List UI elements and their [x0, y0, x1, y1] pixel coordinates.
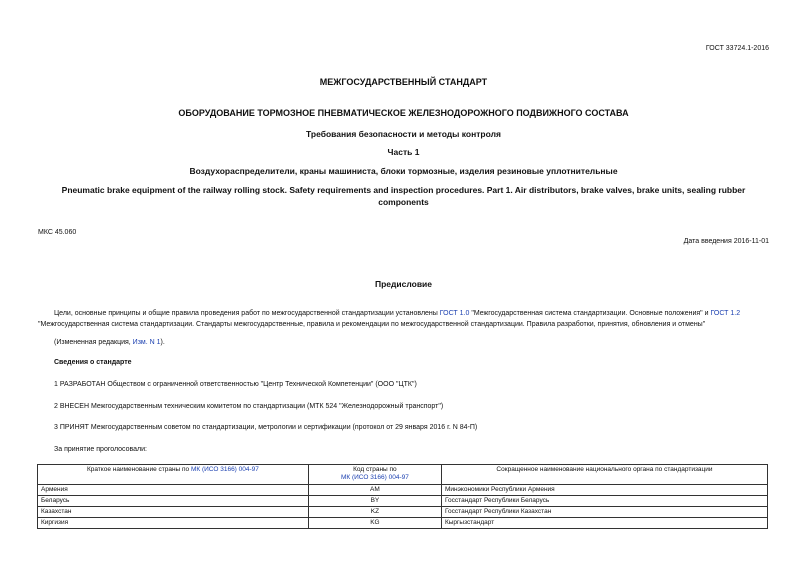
cell-country: Армения: [38, 485, 309, 496]
mks-code: МКС 45.060: [38, 229, 77, 236]
column-header-body: Сокращенное наименование национального органа по стандартизации: [441, 465, 767, 485]
document-number: ГОСТ 33724.1-2016: [705, 45, 769, 52]
info-item-3: 3 ПРИНЯТ Межгосударственным советом по стандартизации, метрологии и сертификации (протокол от 29 января 2016 г. N 84-П): [54, 424, 478, 431]
voted-label: За принятие проголосовали:: [54, 446, 147, 453]
cell-code: KZ: [308, 507, 441, 518]
header-text: Код страны по: [353, 466, 397, 473]
gost-1-2-link[interactable]: ГОСТ 1.2: [710, 310, 741, 317]
paragraph-text: Цели, основные принципы и общие правила проведения работ по межгосударственной стандартизации установлены: [54, 310, 440, 317]
english-title: Pneumatic brake equipment of the railway rolling stock. Safety requirements and inspection procedures. Part 1. Air distributors, brake valves, brake units, sealing rubber components: [61, 185, 746, 207]
main-title: ОБОРУДОВАНИЕ ТОРМОЗНОЕ ПНЕВМАТИЧЕСКОЕ ЖЕЛЕЗНОДОРОЖНОГО ПОДВИЖНОГО СОСТАВА: [178, 108, 629, 118]
standard-type-heading: МЕЖГОСУДАРСТВЕННЫЙ СТАНДАРТ: [319, 77, 488, 87]
column-header-country: [38, 465, 309, 485]
amended-prefix: (Измененная редакция,: [54, 339, 133, 346]
table-row: [38, 507, 768, 518]
amended-note: [54, 339, 165, 346]
part-number: Часть 1: [387, 147, 420, 157]
cell-country: Беларусь: [38, 496, 309, 507]
cell-body: Кыргызстандарт: [441, 518, 767, 529]
cell-code: KG: [308, 518, 441, 529]
cell-country: Киргизия: [38, 518, 309, 529]
cell-body: Госстандарт Республики Беларусь: [441, 496, 767, 507]
foreword-paragraph: [38, 309, 771, 330]
info-item-2: 2 ВНЕСЕН Межгосударственным техническим комитетом по стандартизации (МТК 524 "Железнодорожный транспорт"): [54, 403, 444, 410]
mk-iso-link[interactable]: МК (ИСО 3166) 004-97: [190, 466, 259, 473]
subtitle: Требования безопасности и методы контроля: [306, 129, 501, 139]
foreword-heading: Предисловие: [374, 279, 433, 289]
amendment-1-link[interactable]: Изм. N 1: [132, 339, 161, 346]
table-row: [38, 496, 768, 507]
info-item-1: 1 РАЗРАБОТАН Обществом с ограниченной ответственностью "Центр Технической Компетенции" (ООО "ЦТК"): [54, 381, 417, 388]
cell-body: Минэкономики Республики Армения: [441, 485, 767, 496]
cell-code: BY: [308, 496, 441, 507]
column-header-code: [308, 465, 441, 485]
introduction-date: Дата введения 2016-11-01: [683, 238, 769, 245]
header-text: Краткое наименование страны по: [86, 466, 191, 473]
cell-country: Казахстан: [38, 507, 309, 518]
mk-iso-link[interactable]: МК (ИСО 3166) 004-97: [340, 474, 409, 481]
table-row: [38, 485, 768, 496]
table-header-row: [38, 465, 768, 485]
paragraph-text: "Межгосударственная система стандартизации. Основные положения" и: [469, 310, 711, 317]
table-row: [38, 518, 768, 529]
paragraph-text: "Межгосударственная система стандартизации. Стандарты межгосударственные, правила и рекомендации по межгосударственной стандартизации. Правила разработки, принятия, обновления и отмены": [38, 320, 706, 328]
amended-suffix: ).: [160, 339, 165, 346]
voting-countries-table: [37, 464, 768, 529]
standard-info-heading: Сведения о стандарте: [54, 359, 132, 366]
cell-body: Госстандарт Республики Казахстан: [441, 507, 767, 518]
part-title: Воздухораспределители, краны машиниста, блоки тормозные, изделия резиновые уплотнительные: [189, 166, 618, 176]
cell-code: AM: [308, 485, 441, 496]
gost-1-0-link[interactable]: ГОСТ 1.0: [439, 310, 470, 317]
